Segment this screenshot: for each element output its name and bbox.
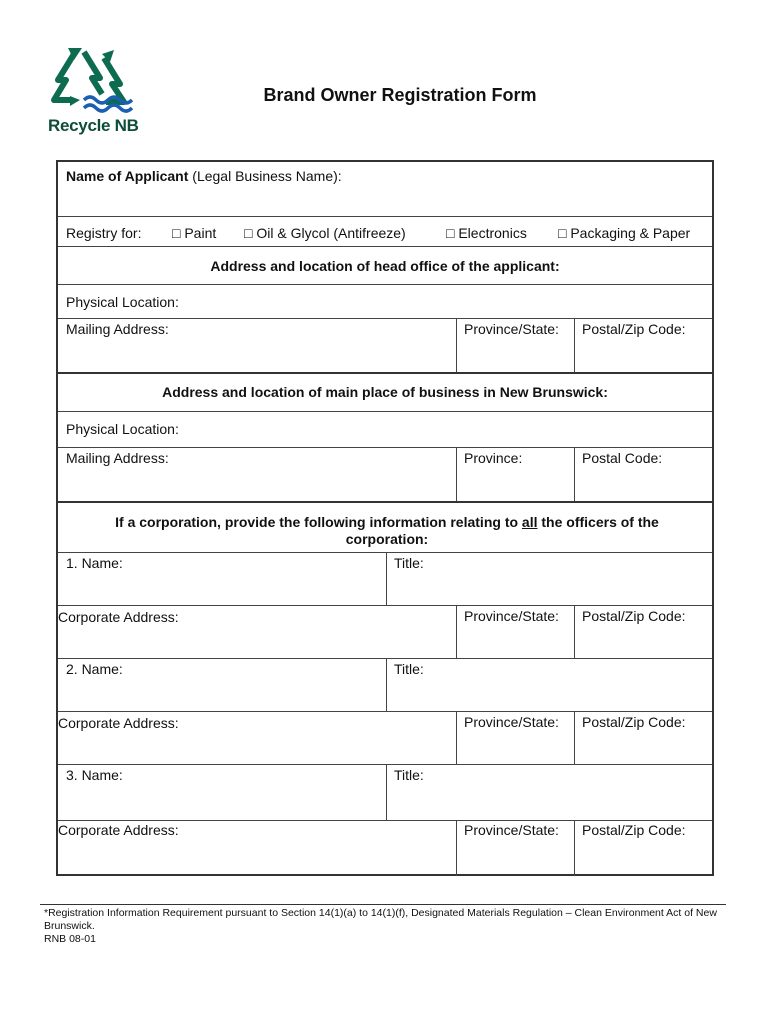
officer-1-postal-label: Postal/Zip Code: <box>582 608 686 624</box>
footer-divider <box>40 904 726 905</box>
officer-2-title-label: Title: <box>394 661 424 677</box>
officer-3-address-label: Corporate Address: <box>58 822 179 838</box>
officer-1-address-label: Corporate Address: <box>58 609 179 625</box>
head-office-postal-label: Postal/Zip Code: <box>582 321 686 337</box>
officer-3-province-label: Province/State: <box>464 822 559 838</box>
head-office-heading: Address and location of head office of the applicant: <box>210 258 560 274</box>
page-title: Brand Owner Registration Form <box>263 85 537 105</box>
officer-1-province-label: Province/State: <box>464 608 559 624</box>
registry-option-electronics[interactable]: □ Electronics <box>446 225 527 241</box>
nb-business-mailing-label: Mailing Address: <box>66 450 169 466</box>
officer-3-name-label: 3. Name: <box>66 767 123 783</box>
officer-3-title-label: Title: <box>394 767 424 783</box>
logo-text: Recycle NB <box>48 116 139 135</box>
officers-heading: If a corporation, provide the following information relating to all the officers of the corporation: <box>115 514 659 547</box>
registry-label: Registry for: <box>66 225 142 241</box>
nb-business-heading: Address and location of main place of business in New Brunswick: <box>162 384 608 400</box>
nb-business-postal-label: Postal Code: <box>582 450 663 466</box>
registry-option-oil-glycol[interactable]: □ Oil & Glycol (Antifreeze) <box>244 225 406 241</box>
officer-3-postal-label: Postal/Zip Code: <box>582 822 686 838</box>
officer-1-name-label: 1. Name: <box>66 555 123 571</box>
footer-form-code: RNB 08-01 <box>44 933 96 945</box>
footer-note <box>44 907 724 946</box>
officer-1-title-label: Title: <box>394 555 424 571</box>
registry-option-packaging-paper[interactable]: □ Packaging & Paper <box>558 225 691 241</box>
head-office-province-label: Province/State: <box>464 321 559 337</box>
head-office-physical-label: Physical Location: <box>66 294 179 310</box>
registry-option-paint[interactable]: □ Paint <box>172 225 217 241</box>
officer-2-name-label: 2. Name: <box>66 661 123 677</box>
officer-2-address-label: Corporate Address: <box>58 715 179 731</box>
registration-form <box>56 160 714 876</box>
nb-business-province-label: Province: <box>464 450 523 466</box>
footer-regulation-note: *Registration Information Requirement pursuant to Section 14(1)(a) to 14(1)(f), Designated Materials Regulation – Clean Environment Act of New Brunswick. <box>44 907 717 932</box>
officer-2-postal-label: Postal/Zip Code: <box>582 714 686 730</box>
applicant-label: Name of Applicant (Legal Business Name): <box>66 168 342 184</box>
head-office-mailing-label: Mailing Address: <box>66 321 169 337</box>
nb-business-physical-label: Physical Location: <box>66 421 179 437</box>
officer-2-province-label: Province/State: <box>464 714 559 730</box>
